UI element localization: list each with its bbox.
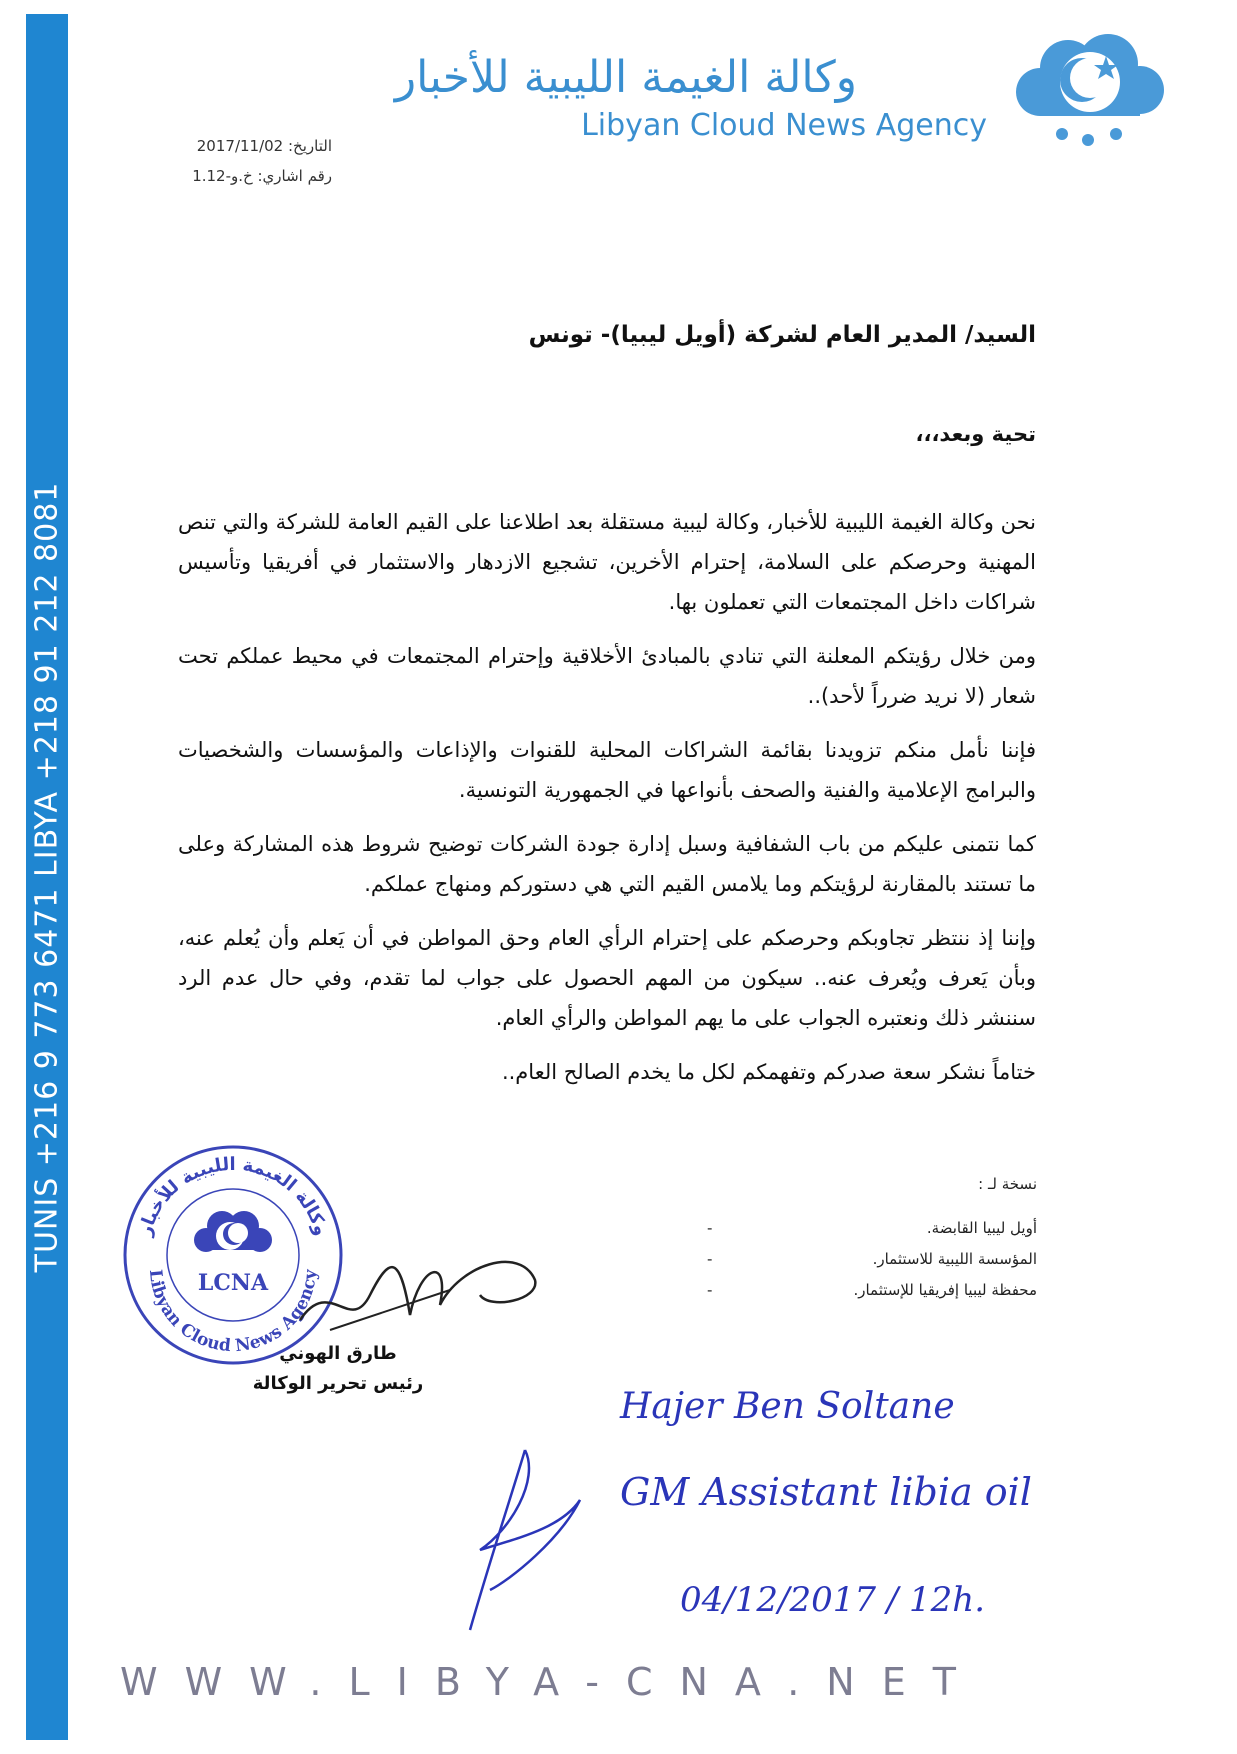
- contact-sidebar: [26, 14, 68, 1740]
- signer-title: رئيس تحرير الوكالة: [252, 1373, 424, 1394]
- letter-body: [178, 502, 1036, 1106]
- handwritten-signature-icon: [450, 1440, 600, 1640]
- copy-recipient: محفظة ليبيا إفريقيا للإستثمار.: [853, 1281, 1037, 1299]
- copy-recipient: المؤسسة الليبية للاستثمار.: [872, 1250, 1037, 1268]
- contact-phones: TUNIS +216 9 773 6471 LIBYA +218 91 212 8081: [29, 481, 65, 1273]
- stamp-cloud-icon: [194, 1211, 272, 1252]
- recipient-line: السيد/ المدير العام لشركة (أويل ليبيا)- تونس: [528, 322, 1036, 348]
- list-item: [707, 1250, 1037, 1281]
- stamp-english-text: Libyan Cloud News Agency: [144, 1268, 322, 1357]
- body-paragraph: فإننا نأمل منكم تزويدنا بقائمة الشراكات المحلية للقنوات والإذاعات والمؤسسات والشخصيات والبرامج الإعلامية والفنية والصحف بأنواعها في الجمهورية التونسية.: [178, 738, 1036, 802]
- stamp-arabic-text: وكالة الغيمة الليبية للأخبار: [134, 1153, 332, 1239]
- body-paragraph: وإننا إذ ننتظر تجاوبكم وحرصكم على إحترام الرأي العام وحق المواطن في أن يَعلم وأن يُعلم عنه، وبأن يَعرف ويُعرف عنه.. سيكون من المهم الحصول على جواب لما تقدم، وفي حال عدم الرد سننشر ذلك ونعتبره الجواب على ما يهم المواطن والرأي العام.: [178, 926, 1036, 1030]
- stamp-center-text: LCNA: [197, 1270, 269, 1296]
- greeting-line: تحية وبعد،،،: [915, 422, 1036, 446]
- handwritten-receiver-role: GM Assistant libia oil: [620, 1470, 1032, 1514]
- handwritten-receipt-date: 04/12/2017 / 12h.: [680, 1580, 986, 1620]
- signature-scribble-icon: [290, 1235, 550, 1355]
- handwritten-receiver-name: Hajer Ben Soltane: [620, 1386, 955, 1427]
- cloud-crescent-logo-icon: [1010, 30, 1170, 160]
- website-url: WWW.LIBYA-CNA.NET: [120, 1660, 983, 1704]
- copies-list: [707, 1175, 1037, 1312]
- agency-name-arabic: وكالة الغيمة الليبية للأخبار: [394, 52, 857, 103]
- body-paragraph: ختاماً نشكر سعة صدركم وتفهمكم لكل ما يخدم الصالح العام..: [501, 1060, 1036, 1084]
- letter-date: التاريخ: 2017/11/02: [196, 137, 332, 155]
- list-item: [707, 1281, 1037, 1312]
- body-paragraph: كما نتمنى عليكم من باب الشفافية وسبل إدارة جودة الشركات توضيح شروط هذه المشاركة وعلى ما تستند بالمقارنة لرؤيتكم وما يلامس القيم التي هي دستوركم ومنهاج عملكم.: [178, 832, 1036, 896]
- reference-number: رقم اشاري: خ.و-1.12: [192, 167, 332, 185]
- body-paragraph: ومن خلال رؤيتكم المعلنة التي تنادي بالمبادئ الأخلاقية وإحترام المجتمعات في محيط عملكم تحت شعار (لا نريد ضرراً لأحد)..: [178, 644, 1036, 708]
- list-dash: -: [707, 1219, 713, 1237]
- copies-title: نسخة لـ :: [978, 1175, 1037, 1193]
- list-dash: -: [707, 1281, 713, 1299]
- signer-name: طارق الهوني: [279, 1343, 397, 1364]
- agency-name-english: Libyan Cloud News Agency: [581, 108, 987, 143]
- copy-recipient: أويل ليبيا القابضة.: [926, 1219, 1037, 1237]
- list-dash: -: [707, 1250, 713, 1268]
- body-paragraph: نحن وكالة الغيمة الليبية للأخبار، وكالة ليبية مستقلة بعد اطلاعنا على القيم العامة للشركة والتي تنص المهنية وحرصكم على السلامة، إحترام الأخرين، تشجيع الازدهار والاستثمار في أفريقيا وتأسيس شراكات داخل المجتمعات التي تعملون بها.: [178, 510, 1036, 614]
- list-item: [707, 1219, 1037, 1250]
